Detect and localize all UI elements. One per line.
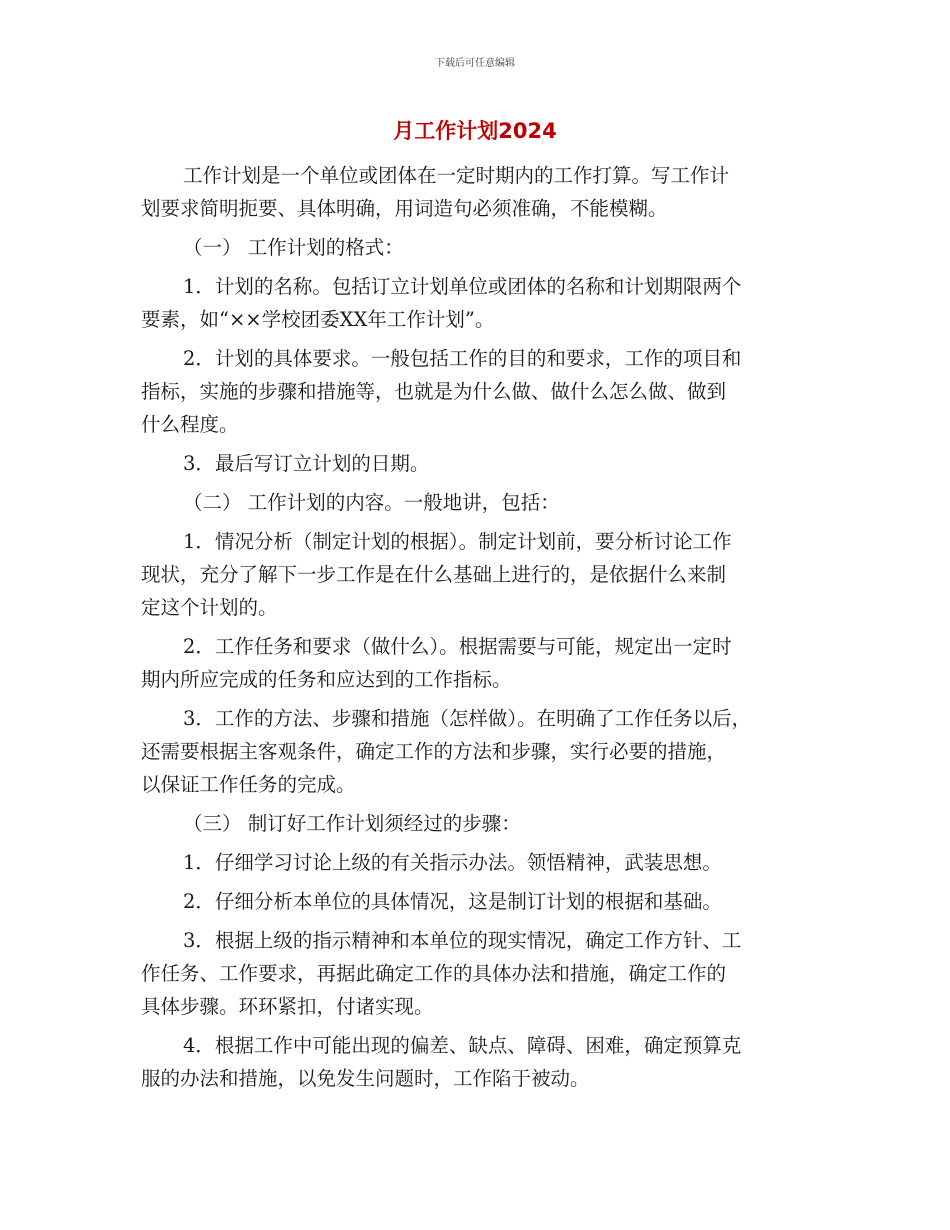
body-line: 1．计划的名称。包括订立计划单位或团体的名称和计划期限两个 (183, 275, 742, 298)
document-title: 月工作计划2024 (393, 119, 557, 143)
body-line: 以保证工作任务的完成。 (141, 773, 356, 796)
body-line: 1．情况分析（制定计划的根据）。制定计划前，要分析讨论工作 (183, 530, 732, 553)
document-body (141, 159, 821, 1095)
body-line: 划要求简明扼要、具体明确，用词造句必须准确，不能模糊。 (141, 197, 668, 220)
body-line: 2．仔细分析本单位的具体情况，这是制订计划的根据和基础。 (183, 890, 722, 913)
page-header: 下载后可任意编辑 (435, 58, 515, 69)
body-line: 现状，充分了解下一步工作是在什么基础上进行的，是依据什么来制 (141, 563, 727, 586)
body-line: 期内所应完成的任务和应达到的工作指标。 (141, 668, 512, 691)
body-line: 3．根据上级的指示精神和本单位的现实情况，确定工作方针、工 (183, 929, 742, 952)
body-line: 1．仔细学习讨论上级的有关指示办法。领悟精神，武装思想。 (183, 851, 722, 874)
body-line: 2．工作任务和要求（做什么）。根据需要与可能，规定出一定时 (183, 635, 732, 658)
body-line: 定这个计划的。 (141, 596, 278, 619)
section-heading: （一） 工作计划的格式： (183, 236, 404, 259)
section-heading: （二） 工作计划的内容。一般地讲，包括： (183, 491, 560, 514)
section-heading: （三） 制订好工作计划须经过的步骤： (183, 812, 521, 835)
body-line: 要素，如“××学校团委XX年工作计划”。 (141, 308, 495, 331)
body-line: 指标，实施的步骤和措施等，也就是为什么做、做什么怎么做、做到 (141, 380, 727, 403)
body-line: 工作计划是一个单位或团体在一定时期内的工作打算。写工作计 (183, 164, 730, 187)
body-line: 还需要根据主客观条件，确定工作的方法和步骤，实行必要的措施， (141, 740, 727, 763)
body-line: 2．计划的具体要求。一般包括工作的目的和要求，工作的项目和 (183, 347, 742, 370)
body-line: 3．工作的方法、步骤和措施（怎样做）。在明确了工作任务以后， (183, 707, 752, 730)
body-line: 3．最后写订立计划的日期。 (183, 452, 430, 475)
body-line: 什么程度。 (141, 413, 239, 436)
body-line: 作任务、工作要求，再据此确定工作的具体办法和措施，确定工作的 (141, 962, 727, 985)
body-line: 4．根据工作中可能出现的偏差、缺点、障碍、困难，确定预算克 (183, 1034, 742, 1057)
body-line: 具体步骤。环环紧扣，付诸实现。 (141, 995, 434, 1018)
body-line: 服的办法和措施，以免发生问题时，工作陷于被动。 (141, 1067, 590, 1090)
